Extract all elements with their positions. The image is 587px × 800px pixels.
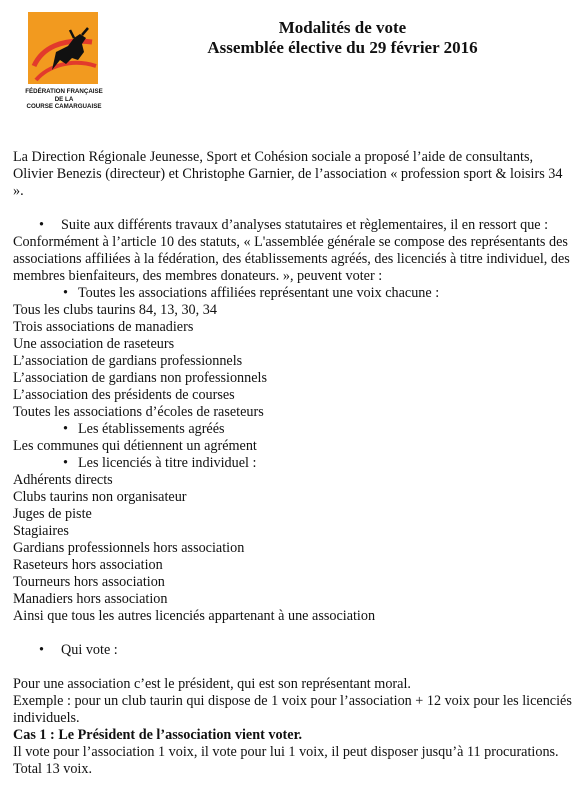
licencies-list bbox=[13, 472, 573, 625]
page-title: Modalités de vote bbox=[278, 18, 407, 37]
list-item: Ainsi que tous les autres licenciés appartenant à une association bbox=[13, 608, 376, 624]
intro-paragraph: La Direction Régionale Jeunesse, Sport et Cohésion sociale a proposé l’aide de consultants, Olivier Benezis (directeur) et Christophe Garnier, de l’association « profession sport & loisirs 34 ». bbox=[13, 149, 563, 199]
list-item: Gardians professionnels hors association bbox=[13, 540, 245, 556]
logo-line-2: DE LA bbox=[54, 95, 74, 103]
logo-caption bbox=[22, 88, 106, 111]
bullet-licencies: • Les licenciés à titre individuel : bbox=[13, 455, 573, 472]
list-item: Adhérents directs bbox=[13, 472, 113, 488]
list-item: L’association des présidents de courses bbox=[13, 387, 235, 403]
qui-vote-paragraph: Pour une association c’est le président, qui est son représentant moral. bbox=[13, 676, 411, 692]
cas1-heading: Cas 1 : Le Président de l’association vient voter. bbox=[13, 727, 303, 743]
list-item: L’association de gardians professionnels bbox=[13, 353, 243, 369]
list-item: Une association de raseteurs bbox=[13, 336, 175, 352]
federation-logo bbox=[22, 8, 106, 120]
list-item: Toutes les associations d’écoles de raseteurs bbox=[13, 404, 264, 420]
list-item: Clubs taurins non organisateur bbox=[13, 489, 187, 505]
association-list bbox=[13, 302, 573, 421]
list-item: Stagiaires bbox=[13, 523, 69, 539]
page-subtitle: Assemblée élective du 29 février 2016 bbox=[207, 38, 478, 57]
logo-line-1: FÉDÉRATION FRANÇAISE bbox=[25, 88, 103, 95]
logo-emblem bbox=[22, 8, 106, 88]
bullet-analyses: • Suite aux différents travaux d’analyses statutaires et règlementaires, il en ressort que : bbox=[13, 217, 573, 234]
list-item: Juges de piste bbox=[13, 506, 92, 522]
bullet-qui-vote: • Qui vote : bbox=[13, 642, 573, 659]
list-item: Raseteurs hors association bbox=[13, 557, 163, 573]
list-item: L’association de gardians non professionnels bbox=[13, 370, 268, 386]
statuts-paragraph: Conformément à l’article 10 des statuts, « L'assemblée générale se compose des représentants des associations affiliées à la fédération, des établissements agréés, des licenciés à titre individuel, des membres bienfaiteurs, des membres donateurs. », peuvent voter : bbox=[13, 234, 570, 284]
cas1-paragraph: Il vote pour l’association 1 voix, il vote pour lui 1 voix, il peut disposer jusqu’à 11 procurations. Total 13 voix. bbox=[13, 744, 559, 777]
list-item: Trois associations de manadiers bbox=[13, 319, 194, 335]
logo-line-3: COURSE CAMARGUAISE bbox=[26, 103, 102, 110]
list-item: Tous les clubs taurins 84, 13, 30, 34 bbox=[13, 302, 217, 318]
bullet-associations: • Toutes les associations affiliées représentant une voix chacune : bbox=[13, 285, 573, 302]
document-body bbox=[13, 149, 573, 778]
bullet-etablissements: • Les établissements agréés bbox=[13, 421, 573, 438]
logo-orange-square bbox=[28, 12, 98, 84]
list-item: Manadiers hors association bbox=[13, 591, 168, 607]
exemple-paragraph: Exemple : pour un club taurin qui dispose de 1 voix pour l’association + 12 voix pour les licenciés individuels. bbox=[13, 693, 572, 726]
list-item: Les communes qui détiennent un agrément bbox=[13, 438, 257, 454]
list-item: Tourneurs hors association bbox=[13, 574, 165, 590]
